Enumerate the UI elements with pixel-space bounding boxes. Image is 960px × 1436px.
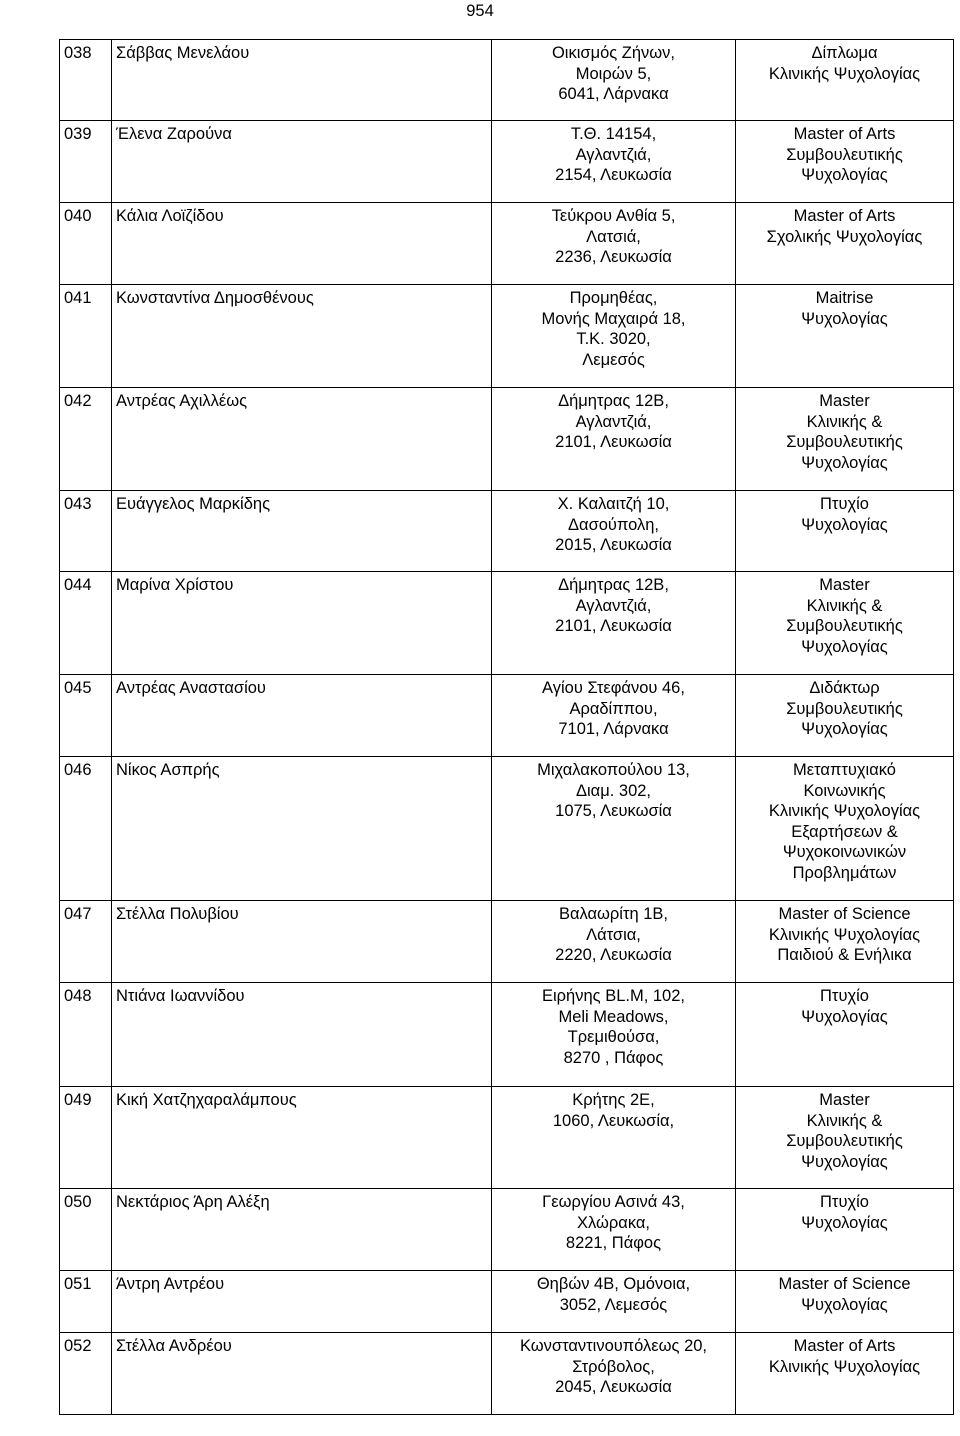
qualification-line: Συμβουλευτικής [786, 699, 903, 718]
qualification-cell [736, 1087, 954, 1189]
registry-number-cell: 041 [60, 285, 112, 388]
address-line: Δήμητρας 12Β, [558, 392, 669, 410]
qualification-line: Ψυχολογίας [801, 637, 888, 656]
qualification-line: Master [819, 392, 870, 410]
page-number: 954 [466, 2, 494, 20]
qualification-cell [736, 388, 954, 491]
full-name-cell: Ντιάνα Ιωαννίδου [112, 983, 492, 1087]
registry-number-cell: 042 [60, 388, 112, 491]
address-line: Χλώρακα, [577, 1213, 650, 1232]
qualification-cell [736, 572, 954, 675]
address-line: 3052, Λεμεσός [559, 1295, 668, 1314]
address-line: 2101, Λευκωσία [555, 617, 672, 635]
table-row [60, 983, 954, 1087]
address-line: Κωνσταντινουπόλεως 20, [519, 1337, 708, 1355]
table-row [60, 1271, 954, 1333]
qualification-cell [736, 1271, 954, 1333]
qualification-line: Πτυχίο [820, 987, 869, 1005]
table-row [60, 40, 954, 121]
table-row [60, 203, 954, 285]
table-row [60, 757, 954, 901]
qualification-line: Κλινικής Ψυχολογίας [768, 64, 921, 83]
address-line: Λεμεσός [582, 350, 645, 369]
qualification-line: Κλινικής & [806, 1111, 883, 1130]
address-line: Διαμ. 302, [575, 781, 651, 800]
qualification-line: Ψυχοκοινωνικών [782, 843, 907, 861]
full-name-cell: Νεκτάριος Άρη Αλέξη [112, 1189, 492, 1271]
address-line: 2154, Λευκωσία [555, 166, 672, 184]
address-line: Λάτσια, [586, 925, 641, 944]
qualification-line: Master [819, 1091, 870, 1109]
qualification-cell [736, 40, 954, 121]
full-name-cell: Κάλια Λοϊζίδου [112, 203, 492, 285]
address-cell [492, 203, 736, 285]
full-name-cell: Μαρίνα Χρίστου [112, 572, 492, 675]
qualification-cell [736, 1333, 954, 1415]
full-name-cell: Κωνσταντίνα Δημοσθένους [112, 285, 492, 388]
registry-number-cell: 047 [60, 901, 112, 983]
full-name-cell: Ευάγγελος Μαρκίδης [112, 491, 492, 572]
registry-number-cell: 049 [60, 1087, 112, 1189]
qualification-cell [736, 757, 954, 901]
address-line: Οικισμός Ζήνων, [551, 44, 676, 62]
address-line: 2236, Λευκωσία [555, 248, 672, 266]
address-line: Αγλαντζιά, [575, 412, 652, 431]
registry-number-cell: 050 [60, 1189, 112, 1271]
registry-number-cell: 044 [60, 572, 112, 675]
address-line: Ειρήνης BL.M, 102, [542, 987, 685, 1005]
qualification-line: Master of Science [778, 905, 911, 923]
full-name-cell: Στέλλα Ανδρέου [112, 1333, 492, 1415]
address-line: Τεύκρου Ανθία 5, [551, 207, 676, 225]
qualification-line: Master of Arts [793, 1337, 896, 1355]
qualification-cell [736, 1189, 954, 1271]
registry-number-cell: 045 [60, 675, 112, 757]
address-cell [492, 901, 736, 983]
address-cell [492, 285, 736, 388]
full-name-cell: Άντρη Αντρέου [112, 1271, 492, 1333]
table-row [60, 572, 954, 675]
qualification-line: Συμβουλευτικής [786, 1132, 903, 1150]
qualification-line: Διδάκτωρ [809, 679, 880, 697]
registry-number-cell: 038 [60, 40, 112, 121]
table-row [60, 1189, 954, 1271]
address-line: Θηβών 4Β, Ομόνοια, [536, 1275, 691, 1293]
qualification-line: Μεταπτυχιακό [793, 761, 896, 779]
address-line: Κρήτης 2Ε, [572, 1091, 655, 1109]
qualification-line: Ψυχολογίας [801, 1152, 888, 1171]
address-cell [492, 121, 736, 203]
address-cell [492, 1189, 736, 1271]
address-line: Αγλαντζιά, [575, 145, 652, 164]
qualification-line: Master [819, 576, 870, 594]
address-line: Δήμητρας 12Β, [558, 576, 669, 594]
full-name-cell: Αντρέας Αναστασίου [112, 675, 492, 757]
qualification-line: Ψυχολογίας [801, 309, 888, 328]
full-name-cell: Σάββας Μενελάου [112, 40, 492, 121]
address-line: Αγίου Στεφάνου 46, [542, 679, 685, 697]
qualification-line: Εξαρτήσεων & [791, 822, 898, 841]
qualification-line: Maitrise [815, 289, 874, 307]
table-row [60, 388, 954, 491]
qualification-line: Δίπλωμα [811, 44, 878, 62]
address-cell [492, 1271, 736, 1333]
address-line: 2015, Λευκωσία [555, 536, 672, 554]
qualification-line: Master of Arts [793, 125, 896, 143]
address-line: Meli Meadows, [558, 1007, 669, 1026]
qualification-line: Master of Science [778, 1275, 911, 1293]
qualification-cell [736, 285, 954, 388]
address-line: Μιχαλακοπούλου 13, [537, 761, 690, 779]
address-line: Τ.Κ. 3020, [576, 330, 651, 348]
qualification-line: Κλινικής & [806, 596, 883, 615]
address-line: Αγλαντζιά, [575, 596, 652, 615]
qualification-cell [736, 983, 954, 1087]
address-line: 2101, Λευκωσία [555, 433, 672, 451]
address-line: Αραδίππου, [569, 699, 658, 718]
qualification-line: Ψυχολογίας [801, 1213, 888, 1232]
address-line: Βαλαωρίτη 1Β, [558, 905, 669, 923]
qualification-line: Συμβουλευτικής [786, 617, 903, 635]
qualification-line: Πτυχίο [820, 495, 869, 513]
address-line: Γεωργίου Ασινά 43, [542, 1193, 685, 1211]
address-cell [492, 491, 736, 572]
address-cell [492, 40, 736, 121]
registry-table [59, 39, 954, 1415]
address-line: Τ.Θ. 14154, [570, 125, 657, 143]
registry-number-cell: 051 [60, 1271, 112, 1333]
qualification-line: Πτυχίο [820, 1193, 869, 1211]
address-line: Τρεμιθούσα, [567, 1028, 660, 1046]
address-line: Στρόβολος, [572, 1357, 655, 1376]
full-name-cell: Νίκος Ασπρής [112, 757, 492, 901]
registry-number-cell: 040 [60, 203, 112, 285]
address-line: 8270 , Πάφος [563, 1048, 664, 1067]
table-row [60, 121, 954, 203]
address-line: Λατσιά, [586, 227, 641, 246]
registry-number-cell: 039 [60, 121, 112, 203]
table-row [60, 285, 954, 388]
qualification-line: Συμβουλευτικής [786, 433, 903, 451]
address-line: Μοιρών 5, [575, 64, 652, 83]
address-line: Χ. Καλαιτζή 10, [557, 495, 670, 513]
address-cell [492, 1087, 736, 1189]
registry-number-cell: 043 [60, 491, 112, 572]
qualification-line: Ψυχολογίας [801, 720, 888, 738]
registry-number-cell: 046 [60, 757, 112, 901]
address-cell [492, 675, 736, 757]
registry-number-cell: 048 [60, 983, 112, 1087]
address-cell [492, 388, 736, 491]
qualification-line: Master of Arts [793, 207, 896, 225]
table-row [60, 491, 954, 572]
qualification-cell [736, 491, 954, 572]
full-name-cell: Έλενα Ζαρούνα [112, 121, 492, 203]
address-line: 2220, Λευκωσία [555, 946, 672, 964]
address-cell [492, 572, 736, 675]
qualification-cell [736, 675, 954, 757]
address-line: Μονής Μαχαιρά 18, [541, 309, 686, 328]
full-name-cell: Κική Χατζηχαραλάμπους [112, 1087, 492, 1189]
qualification-line: Ψυχολογίας [801, 515, 888, 534]
table-row [60, 1333, 954, 1415]
qualification-line: Κλινικής Ψυχολογίας [768, 925, 921, 944]
address-line: Προμηθέας, [569, 289, 658, 307]
qualification-line: Κλινικής & [806, 412, 883, 431]
address-cell [492, 757, 736, 901]
qualification-line: Κοινωνικής [803, 781, 886, 800]
qualification-line: Σχολικής Ψυχολογίας [766, 227, 923, 246]
qualification-line: Ψυχολογίας [801, 1007, 888, 1026]
qualification-line: Ψυχολογίας [801, 453, 888, 472]
table-row [60, 901, 954, 983]
qualification-line: Συμβουλευτικής [786, 145, 903, 164]
address-line: 1060, Λευκωσία, [552, 1111, 675, 1130]
address-cell [492, 983, 736, 1087]
registry-table-body [60, 40, 954, 1415]
table-row [60, 1087, 954, 1189]
address-line: 1075, Λευκωσία [555, 802, 672, 820]
address-line: 6041, Λάρνακα [558, 85, 669, 103]
address-line: 8221, Πάφος [565, 1234, 662, 1252]
qualification-line: Ψυχολογίας [801, 166, 888, 184]
qualification-line: Παιδιού & Ενήλικα [777, 946, 912, 964]
table-row [60, 675, 954, 757]
qualification-line: Κλινικής Ψυχολογίας [768, 1357, 921, 1376]
address-cell [492, 1333, 736, 1415]
full-name-cell: Στέλλα Πολυβίου [112, 901, 492, 983]
qualification-cell [736, 203, 954, 285]
address-line: Δασούπολη, [568, 515, 659, 534]
address-line: 2045, Λευκωσία [555, 1378, 672, 1396]
qualification-line: Ψυχολογίας [801, 1295, 888, 1314]
address-line: 7101, Λάρνακα [558, 720, 669, 738]
registry-number-cell: 052 [60, 1333, 112, 1415]
qualification-cell [736, 901, 954, 983]
qualification-line: Προβλημάτων [792, 863, 897, 882]
qualification-cell [736, 121, 954, 203]
qualification-line: Κλινικής Ψυχολογίας [768, 802, 921, 820]
full-name-cell: Αντρέας Αχιλλέως [112, 388, 492, 491]
